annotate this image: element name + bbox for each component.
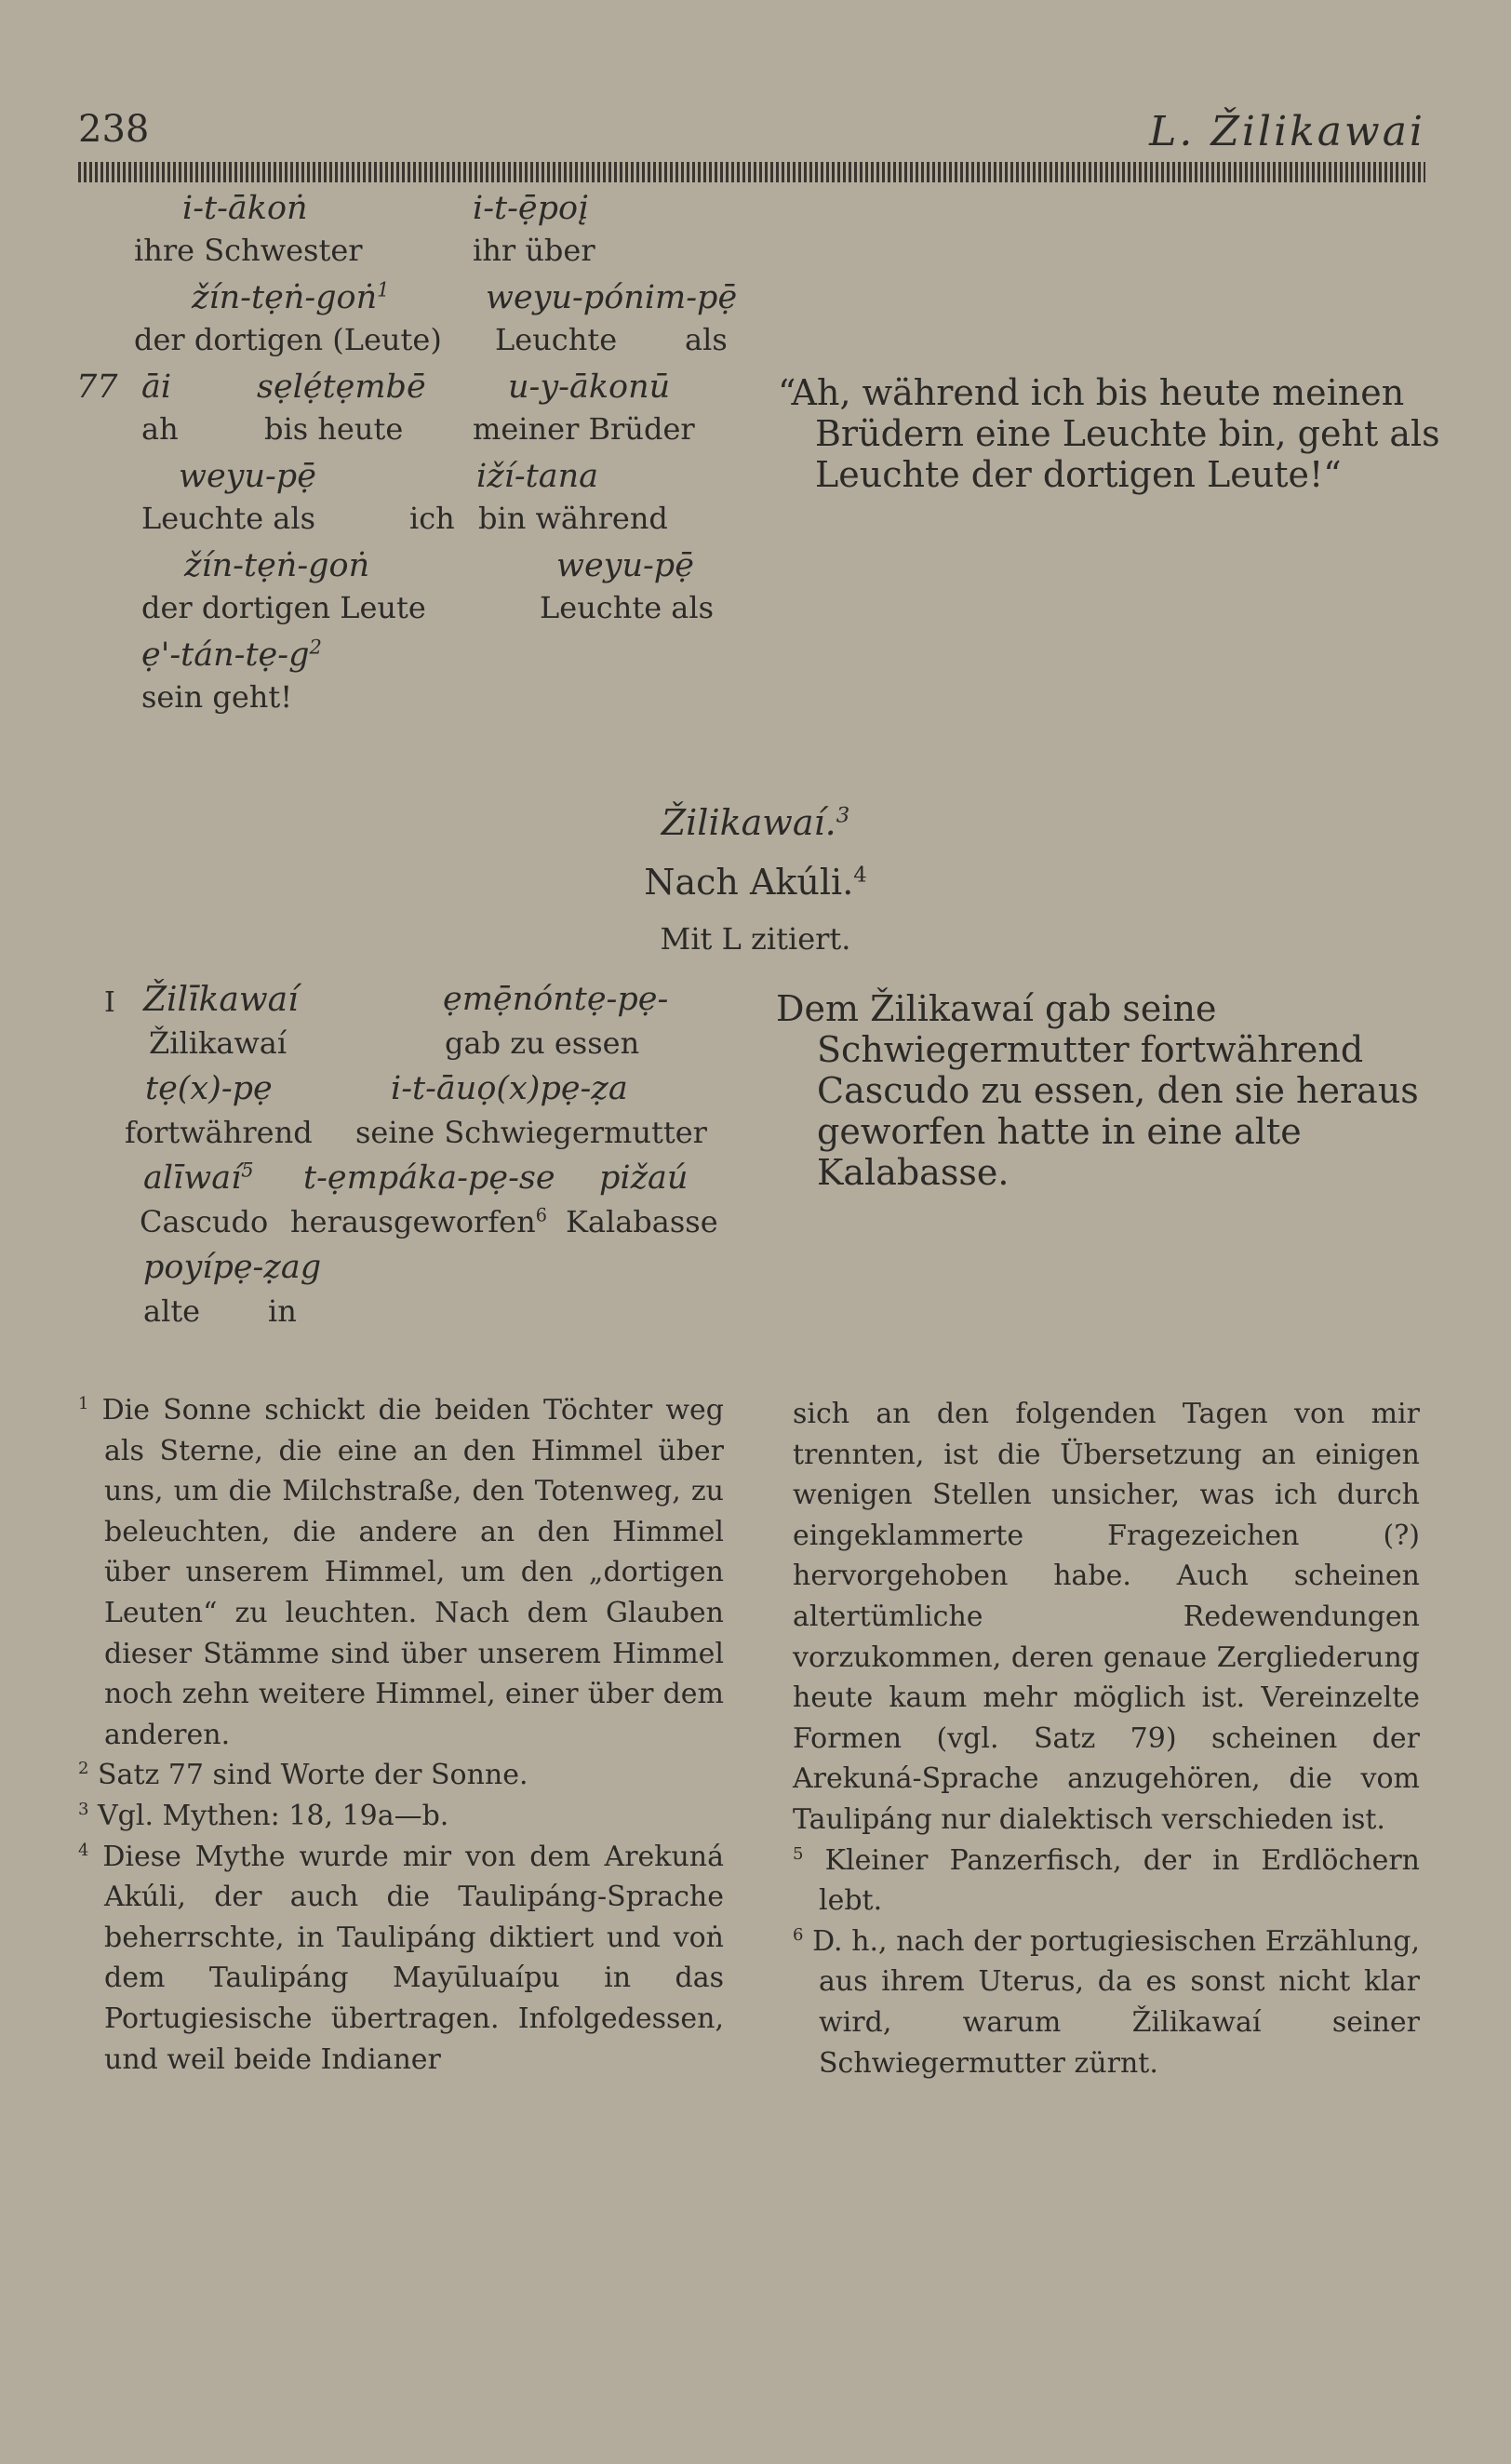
gloss: seine Schwiegermutter — [355, 1115, 707, 1150]
word: i-t-ākoṅ — [182, 190, 308, 227]
gloss: Žilikawaí — [149, 1025, 287, 1061]
story-title: Žilikawaí.$^3$ — [661, 802, 850, 843]
gloss: der dortigen (Leute) — [134, 322, 442, 357]
word: iží-tana — [476, 458, 598, 495]
gloss: ich — [409, 501, 455, 536]
word: t-ẹmpáka-pẹ-se — [303, 1159, 555, 1197]
word: weyu-pónim-pẹ̄ — [486, 279, 738, 316]
gloss: Cascudo — [140, 1204, 269, 1239]
word: Žilīkawaí — [143, 981, 299, 1019]
word: tẹ(x)-pẹ — [145, 1070, 273, 1107]
gloss: meiner Brüder — [473, 411, 695, 447]
line-number: I — [104, 986, 115, 1019]
word: $ẹ'-tán-tẹ-g^2$ — [141, 636, 322, 674]
gloss: in — [268, 1293, 297, 1329]
translation-1: Dem Žilikawaí gab seine Schwiegermutter fortwährend Cascudo zu essen, den sie heraus geworfen hatte in eine alte Kalabasse. — [776, 988, 1419, 1193]
word: poyípẹ-ẓag — [143, 1249, 322, 1286]
footnotes-right — [793, 1394, 1420, 2083]
word: weyu-pẹ̄ — [556, 547, 694, 584]
word: i-t-ẹ̄poį — [473, 190, 589, 227]
running-title: L. Žilikawai — [1149, 108, 1425, 155]
word: ẹmẹ̄nóntẹ-pẹ- — [443, 981, 669, 1018]
gloss: Kalabasse — [566, 1204, 718, 1239]
gloss: sein geht! — [141, 679, 293, 715]
footnote-5: $^5$ Kleiner Panzerfisch, der in Erdlöchern lebt. — [793, 1843, 1420, 1918]
gloss: Leuchte als — [540, 590, 715, 625]
word: āi — [141, 368, 172, 406]
footnote-4-continued: sich an den folgenden Tagen von mir trennten, ist die Übersetzung an einigen wenigen Stellen unsicher, was ich durch eingeklammerte Fragezeichen (?) hervorgehoben habe. Auch scheinen altertümliche Redewendungen vorzukommen, deren genaue Zergliederung heute kaum mehr möglich ist. Vereinzelte Formen (vgl. Satz 79) scheinen der Arekuná-Sprache anzugehören, die vom Taulipáng nur dialektisch verschieden ist. — [793, 1398, 1420, 1836]
footnotes-left — [78, 1390, 724, 2080]
gloss: fortwährend — [125, 1115, 313, 1150]
gloss: der dortigen Leute — [141, 590, 426, 625]
gloss: als — [685, 322, 728, 357]
word: i-t-āuọ(x)pẹ-ẓa — [391, 1070, 628, 1107]
story-source: Nach Akúli.$^4$ — [644, 862, 867, 903]
footnote-6: $^6$ D. h., nach der portugiesischen Erzählung, aus ihrem Uterus, da es sonst nicht klar wird, warum Žilikawaí seiner Schwiegermutter zürnt. — [793, 1924, 1420, 2080]
word: alīwaí$^5$ — [143, 1158, 254, 1197]
gloss: bin während — [478, 501, 668, 536]
header-rule — [78, 162, 1425, 182]
word: pižaú — [599, 1159, 689, 1197]
word: sẹlẹ́tẹmbē — [257, 368, 426, 406]
word: žín-tẹṅ-goṅ — [184, 547, 370, 584]
footnote-3: $^3$ Vgl. Mythen: 18, 19a—b. — [78, 1799, 449, 1832]
gloss: ah — [141, 411, 179, 447]
gloss: alte — [143, 1293, 201, 1329]
word: weyu-pẹ̄ — [179, 458, 316, 495]
word: u-y-ākonū — [508, 368, 671, 406]
page-number: 238 — [78, 108, 150, 151]
line-number: 77 — [76, 368, 118, 406]
gloss: Leuchte als — [141, 501, 316, 536]
story-note: Mit L zitiert. — [660, 921, 851, 957]
footnote-4: $^4$ Diese Mythe wurde mir von dem Arekuná Akúli, der auch die Taulipáng-Sprache beherrschte, in Taulipáng diktiert und voṅ dem Taulipáng Mayūluaípu in das Portugiesische übertragen. Infolgedessen, und weil beide Indianer — [78, 1840, 724, 2076]
gloss: ihre Schwester — [134, 233, 363, 268]
gloss: Leuchte — [495, 322, 618, 357]
gloss: herausgeworfen$^6$ — [290, 1204, 547, 1239]
word: žín-tẹṅ-goṅ$^1$ — [192, 278, 390, 316]
gloss: bis heute — [264, 411, 404, 447]
gloss: ihr über — [473, 233, 595, 268]
gloss: gab zu essen — [445, 1025, 640, 1061]
footnote-1: $^1$ Die Sonne schickt die beiden Töchter weg als Sterne, die eine an den Himmel über uns, um die Milchstraße, den Totenweg, zu beleuchten, die andere an den Himmel über unserem Himmel, um den „dortigen Leuten“ zu leuchten. Nach dem Glauben dieser Stämme sind über unserem Himmel noch zehn weitere Himmel, einer über dem anderen. — [78, 1394, 724, 1751]
translation-77: “Ah, während ich bis heute meinen Brüdern eine Leuchte bin, geht als Leuchte der dortigen Leute!“ — [778, 372, 1440, 495]
footnote-2: $^2$ Satz 77 sind Worte der Sonne. — [78, 1759, 528, 1792]
